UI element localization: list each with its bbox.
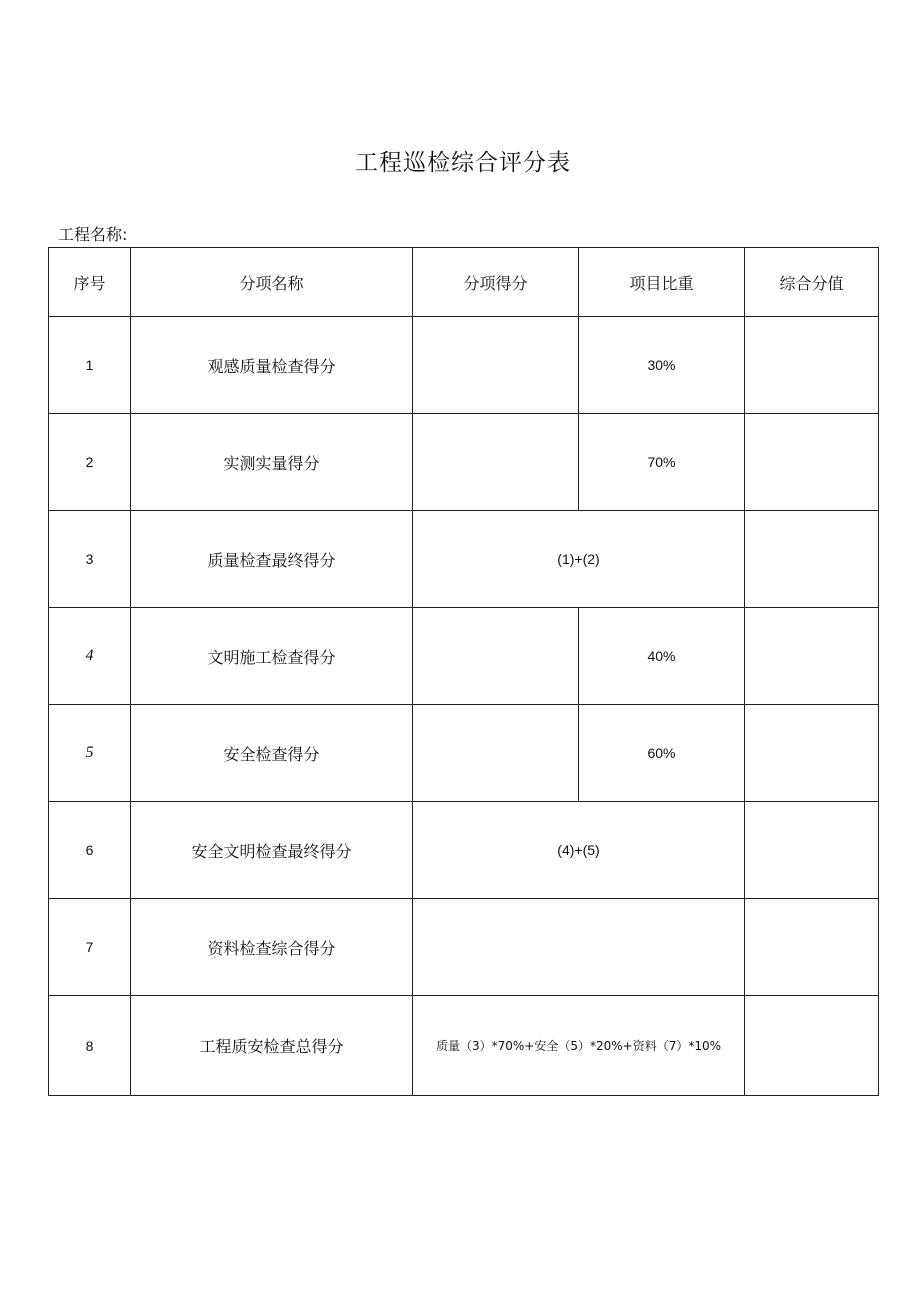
table-row (49, 899, 879, 996)
header-composite: 综合分值 (745, 248, 879, 317)
table-header-row (49, 248, 879, 317)
row-item-name: 工程质安检查总得分 (131, 996, 413, 1096)
table-row (49, 511, 879, 608)
row-weight: 60% (579, 705, 745, 802)
row-weight: 40% (579, 608, 745, 705)
row-index: 4 (49, 608, 131, 705)
row-item-score-cell[interactable] (413, 608, 579, 705)
row-composite-cell[interactable] (745, 608, 879, 705)
row-composite-cell[interactable] (745, 705, 879, 802)
row-composite-cell[interactable] (745, 414, 879, 511)
header-index: 序号 (49, 248, 131, 317)
row-index: 8 (49, 996, 131, 1096)
row-composite-cell[interactable] (745, 511, 879, 608)
row-item-score-cell[interactable] (413, 705, 579, 802)
row-item-name: 质量检查最终得分 (131, 511, 413, 608)
row-item-name: 观感质量检查得分 (131, 317, 413, 414)
header-weight: 项目比重 (579, 248, 745, 317)
row-index: 1 (49, 317, 131, 414)
row-formula: (1)+(2) (413, 511, 745, 608)
row-weight: 70% (579, 414, 745, 511)
project-name-label: 工程名称: (58, 225, 128, 244)
row-item-name: 实测实量得分 (131, 414, 413, 511)
row-index: 5 (49, 705, 131, 802)
row-item-name: 安全文明检查最终得分 (131, 802, 413, 899)
row-formula: (4)+(5) (413, 802, 745, 899)
row-item-name: 安全检查得分 (131, 705, 413, 802)
row-index: 2 (49, 414, 131, 511)
row-item-name: 资料检查综合得分 (131, 899, 413, 996)
header-item-score: 分项得分 (413, 248, 579, 317)
row-weight: 30% (579, 317, 745, 414)
row-composite-cell[interactable] (745, 802, 879, 899)
row-item-name: 文明施工检查得分 (131, 608, 413, 705)
table-row (49, 996, 879, 1096)
table-row (49, 802, 879, 899)
table-row (49, 608, 879, 705)
row-composite-cell[interactable] (745, 317, 879, 414)
table-row (49, 414, 879, 511)
table-row (49, 317, 879, 414)
row-item-score-cell[interactable] (413, 414, 579, 511)
row-item-score-cell[interactable] (413, 317, 579, 414)
score-table (48, 247, 879, 1096)
header-item-name: 分项名称 (131, 248, 413, 317)
row-formula[interactable] (413, 899, 745, 996)
table-row (49, 705, 879, 802)
row-composite-cell[interactable] (745, 899, 879, 996)
row-index: 6 (49, 802, 131, 899)
row-composite-cell[interactable] (745, 996, 879, 1096)
document-title: 工程巡检综合评分表 (355, 150, 571, 176)
row-index: 7 (49, 899, 131, 996)
row-formula: 质量（3）*70%+安全（5）*20%+资料（7）*10% (413, 996, 745, 1096)
row-index: 3 (49, 511, 131, 608)
